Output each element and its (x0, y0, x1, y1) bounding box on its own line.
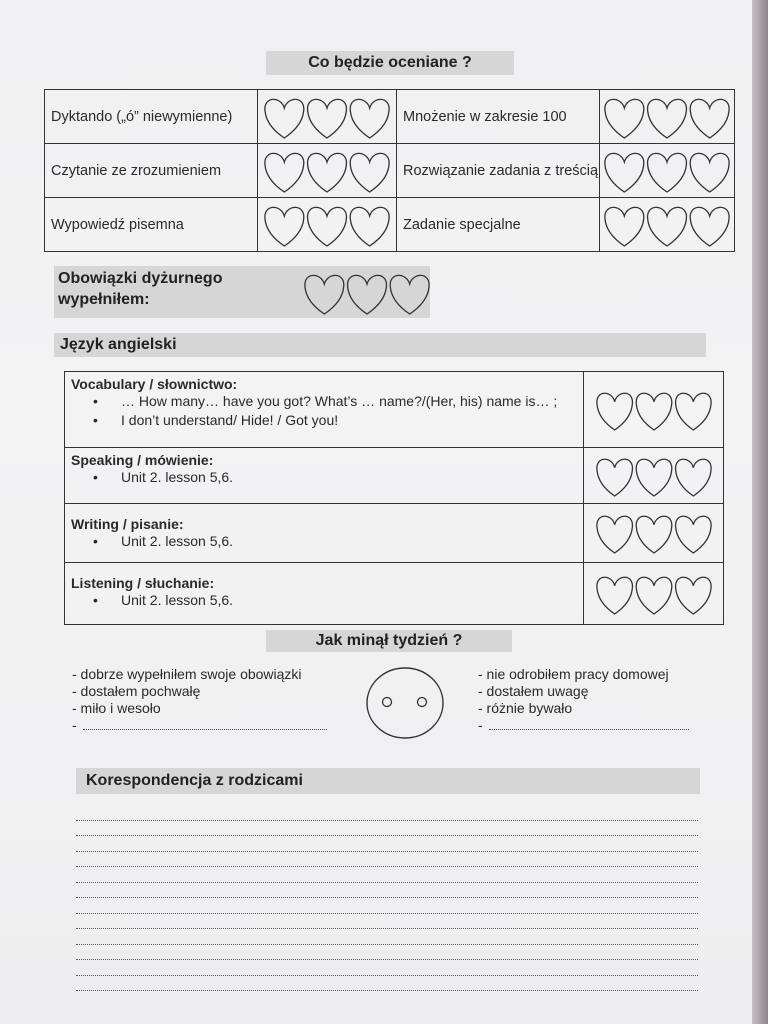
heart-rating-icon (603, 202, 731, 248)
english-bullet: • Unit 2. lesson 5,6. (121, 533, 577, 550)
hearts-writing[interactable] (258, 198, 397, 252)
week-blank-line[interactable] (83, 719, 327, 730)
heart-rating-icon (263, 94, 391, 140)
heart-icon[interactable] (648, 99, 687, 138)
heart-rating-icon (603, 94, 731, 140)
page-edge (752, 0, 768, 1024)
heart-icon[interactable] (350, 207, 389, 246)
week-title: Jak minął tydzień ? (266, 630, 512, 652)
parents-title: Korespondencja z rodzicami (76, 768, 700, 794)
heart-icon[interactable] (596, 516, 632, 553)
graded-label-dictation: Dyktando („ó” niewymienne) (45, 90, 258, 144)
hearts-word-problem[interactable] (600, 144, 735, 198)
english-heading: Writing / pisanie: (71, 516, 184, 532)
heart-rating-icon (595, 511, 713, 555)
english-bullet: • I don’t understand/ Hide! / Got you! (121, 412, 577, 429)
heart-rating-icon (263, 202, 391, 248)
heart-icon[interactable] (636, 393, 672, 430)
heart-icon[interactable] (605, 99, 644, 138)
hearts-listening[interactable] (584, 563, 724, 625)
heart-icon[interactable] (350, 99, 389, 138)
english-item-writing (65, 504, 584, 563)
hearts-vocabulary[interactable] (584, 372, 724, 448)
heart-icon[interactable] (648, 153, 687, 192)
heart-icon[interactable] (348, 275, 387, 314)
heart-rating-icon (595, 388, 713, 432)
duty-label-line2: wypełniłem: (58, 291, 150, 308)
heart-icon[interactable] (690, 99, 729, 138)
heart-icon[interactable] (648, 207, 687, 246)
heart-icon[interactable] (308, 153, 347, 192)
hearts-special-task[interactable] (600, 198, 735, 252)
heart-icon[interactable] (596, 577, 632, 614)
duty-label-line1: Obowiązki dyżurnego (58, 270, 223, 287)
english-bullet: • … How many… have you got? What’s … name?/(Her, his) name is… ; (121, 393, 577, 410)
english-title: Język angielski (54, 333, 706, 357)
english-heading: Listening / słuchanie: (71, 575, 215, 591)
heart-icon[interactable] (265, 153, 304, 192)
heart-icon[interactable] (675, 393, 711, 430)
heart-icon[interactable] (636, 459, 672, 496)
hearts-duty[interactable] (303, 270, 431, 321)
parents-correspondence-lines[interactable] (76, 805, 698, 991)
english-item-speaking (65, 448, 584, 504)
english-item-listening (65, 563, 584, 625)
graded-label-word-problem: Rozwiązanie zadania z treścią (397, 144, 600, 198)
graded-label-writing: Wypowiedź pisemna (45, 198, 258, 252)
heart-icon[interactable] (675, 459, 711, 496)
heart-icon[interactable] (675, 577, 711, 614)
heart-rating-icon (595, 454, 713, 498)
graded-label-reading: Czytanie ze zrozumieniem (45, 144, 258, 198)
heart-icon[interactable] (308, 207, 347, 246)
heart-icon[interactable] (265, 99, 304, 138)
hearts-speaking[interactable] (584, 448, 724, 504)
week-positive-list (72, 666, 334, 734)
week-option[interactable]: - różnie bywało (478, 700, 573, 716)
heart-icon[interactable] (596, 459, 632, 496)
english-bullet: • Unit 2. lesson 5,6. (121, 592, 577, 609)
heart-rating-icon (303, 270, 431, 316)
heart-rating-icon (603, 148, 731, 194)
english-table (64, 371, 724, 625)
heart-icon[interactable] (636, 577, 672, 614)
week-option[interactable]: - dobrze wypełniłem swoje obowiązki (72, 666, 302, 682)
week-blank-line[interactable] (489, 719, 689, 730)
week-option[interactable]: - (72, 717, 77, 733)
heart-icon[interactable] (605, 153, 644, 192)
graded-title: Co będzie oceniane ? (266, 51, 514, 75)
heart-icon[interactable] (636, 516, 672, 553)
hearts-reading[interactable] (258, 144, 397, 198)
hearts-dictation[interactable] (258, 90, 397, 144)
heart-icon[interactable] (390, 275, 429, 314)
hearts-writing-en[interactable] (584, 504, 724, 563)
heart-icon[interactable] (675, 516, 711, 553)
heart-icon[interactable] (305, 275, 344, 314)
graded-label-multiplication: Mnożenie w zakresie 100 (397, 90, 600, 144)
hearts-multiplication[interactable] (600, 90, 735, 144)
heart-icon[interactable] (308, 99, 347, 138)
week-option[interactable]: - (478, 717, 483, 733)
heart-icon[interactable] (690, 153, 729, 192)
graded-table (44, 89, 735, 252)
english-heading: Vocabulary / słownictwo: (71, 376, 238, 392)
heart-rating-icon (263, 148, 391, 194)
english-item-vocabulary (65, 372, 584, 448)
smiley-face-icon[interactable] (364, 664, 446, 742)
heart-rating-icon (595, 572, 713, 616)
week-negative-list (478, 666, 702, 734)
week-option[interactable]: - miło i wesoło (72, 700, 161, 716)
week-option[interactable]: - dostałem uwagę (478, 683, 589, 699)
heart-icon[interactable] (596, 393, 632, 430)
heart-icon[interactable] (690, 207, 729, 246)
week-option[interactable]: - dostałem pochwałę (72, 683, 201, 699)
english-heading: Speaking / mówienie: (71, 452, 214, 468)
english-bullet: • Unit 2. lesson 5,6. (121, 469, 577, 486)
heart-icon[interactable] (605, 207, 644, 246)
graded-label-special-task: Zadanie specjalne (397, 198, 600, 252)
week-option[interactable]: - nie odrobiłem pracy domowej (478, 666, 669, 682)
heart-icon[interactable] (265, 207, 304, 246)
heart-icon[interactable] (350, 153, 389, 192)
